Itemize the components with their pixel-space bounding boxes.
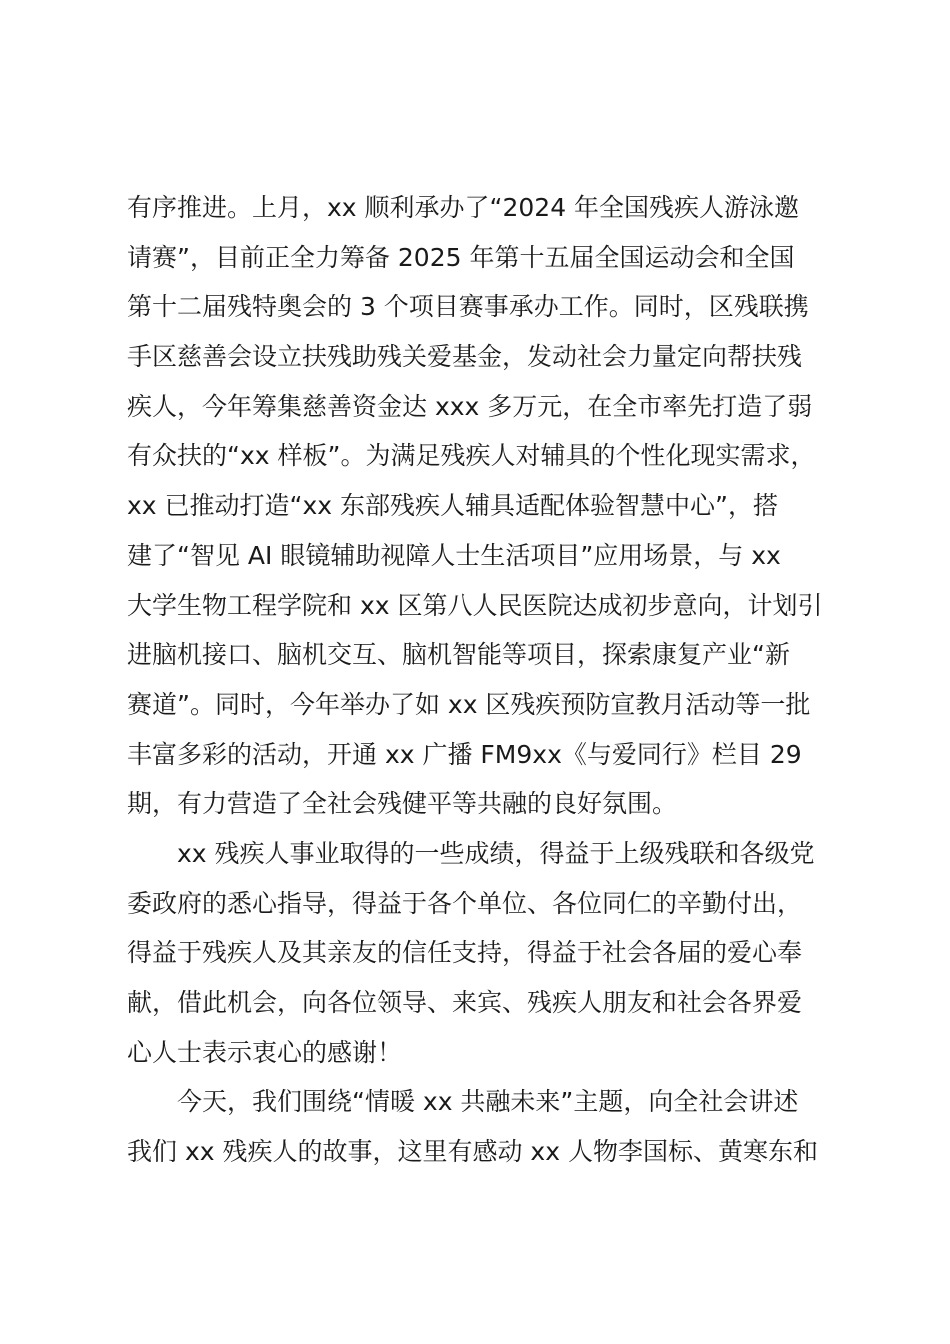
paragraph-3 (127, 1077, 847, 1176)
text-line: 建了“智见 AI 眼镜辅助视障人士生活项目”应用场景，与 xx (127, 540, 781, 570)
text-line: 我们 xx 残疾人的故事，这里有感动 xx 人物李国标、黄寒东和 (127, 1137, 818, 1167)
text-line: 心人士表示衷心的感谢！ (127, 1037, 403, 1067)
text-line: 有序推进。上月，xx 顺利承办了“2024 年全国残疾人游泳邀 (127, 193, 800, 222)
paragraph-1 (127, 183, 847, 829)
text-line: xx 已推动打造“xx 东部残疾人辅具适配体验智慧中心”，搭 (127, 491, 778, 521)
text-line: 得益于残疾人及其亲友的信任支持，得益于社会各届的爱心奉 (127, 938, 803, 968)
text-line: 今天，我们围绕“情暖 xx 共融未来”主题，向全社会讲述 (177, 1087, 799, 1117)
text-line: 疾人，今年筹集慈善资金达 xxx 多万元，在全市率先打造了弱 (127, 391, 813, 421)
text-line: 大学生物工程学院和 xx 区第八人民医院达成初步意向，计划引 (127, 590, 823, 620)
document-body (127, 183, 847, 1177)
text-line: 有众扶的“xx 样板”。为满足残疾人对辅具的个性化现实需求， (127, 441, 816, 471)
text-line: 献，借此机会，向各位领导、来宾、残疾人朋友和社会各界爱 (127, 988, 803, 1017)
text-line: 第十二届残特奥会的 3 个项目赛事承办工作。同时，区残联携 (127, 292, 809, 322)
text-line: 委政府的悉心指导，得益于各个单位、各位同仁的辛勤付出， (127, 888, 803, 918)
text-line: xx 残疾人事业取得的一些成绩，得益于上级残联和各级党 (177, 838, 815, 868)
text-line: 手区慈善会设立扶残助残关爱基金，发动社会力量定向帮扶残 (127, 342, 803, 372)
text-line: 赛道”。同时，今年举办了如 xx 区残疾预防宣教月活动等一批 (127, 689, 811, 719)
text-line: 期，有力营造了全社会残健平等共融的良好氛围。 (127, 789, 678, 819)
text-line: 丰富多彩的活动，开通 xx 广播 FM9xx《与爱同行》栏目 29 (127, 739, 802, 769)
text-line: 进脑机接口、脑机交互、脑机智能等项目，探索康复产业“新 (127, 640, 790, 670)
text-line: 请赛”，目前正全力筹备 2025 年第十五届全国运动会和全国 (127, 242, 795, 272)
paragraph-2 (127, 829, 847, 1077)
